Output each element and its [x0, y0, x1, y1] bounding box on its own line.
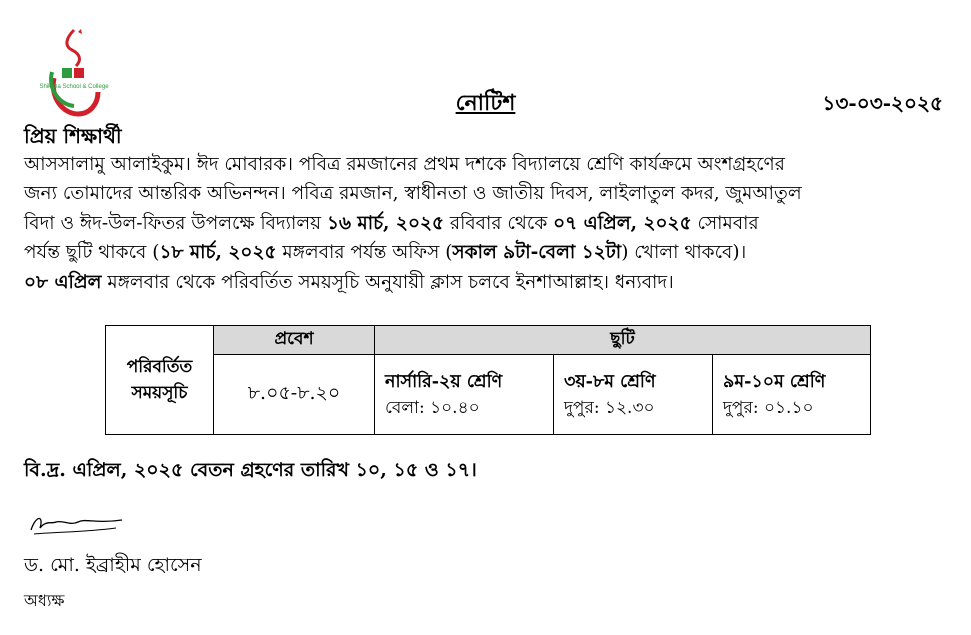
notice-date: ১৩-০৩-২০২৫ — [822, 91, 943, 115]
body-line-3: বিদা ও ঈদ-উল-ফিতর উপলক্ষে বিদ্যালয় ১৬ মার্চ, ২০২৫ রবিবার থেকে ০৭ এপ্রিল, ২০২৫ সোমবার — [24, 212, 759, 234]
body-line-4: পর্যন্ত ছুটি থাকবে (১৮ মার্চ, ২০২৫ মঙ্গলবার পর্যন্ত অফিস (সকাল ৯টা-বেলা ১২টা) খোলা থাকবে)। — [24, 242, 747, 264]
body-line-1: আসসালামু আলাইকুম। ঈদ মোবারক। পবিত্র রমজানের প্রথম দশকে বিদ্যালয়ে শ্রেণি কার্যক্রমে অংশগ্রহণের — [24, 154, 785, 175]
signatory-name: ড. মো. ইব্রাহীম হোসেন — [24, 554, 202, 576]
entry-header: প্রবেশ — [214, 326, 375, 355]
salutation: প্রিয় শিক্ষার্থী — [24, 124, 122, 148]
leave-header: ছুটি — [375, 326, 871, 355]
logo-caption: Shikkha School & College — [39, 84, 109, 90]
signatory-designation: অধ্যক্ষ — [24, 591, 65, 610]
body-line-2: জন্য তোমাদের আন্তরিক অভিনন্দন। পবিত্র রমজান, স্বাধীনতা ও জাতীয় দিবস, লাইলাতুল কদর, জুমআতুল — [24, 183, 802, 205]
class-group-3: ৯ম-১০ম শ্রেণি দুপুর: ০১.১০ — [713, 355, 871, 435]
notice-body — [24, 150, 949, 297]
schedule-row-label: পরিবর্তিত সময়সূচি — [106, 326, 214, 435]
entry-time: ৮.০৫-৮.২০ — [214, 355, 375, 435]
schedule-table — [105, 325, 871, 435]
body-line-5: ০৮ এপ্রিল মঙ্গলবার থেকে পরিবর্তিত সময়সূচি অনুযায়ী ক্লাস চলবে ইনশাআল্লাহ। ধন্যবাদ। — [24, 271, 674, 293]
notice-title: নোটিশ — [455, 90, 516, 116]
class-group-1: নার্সারি-২য় শ্রেণি বেলা: ১০.৪০ — [375, 355, 554, 435]
footnote: বি.দ্র. এপ্রিল, ২০২৫ বেতন গ্রহণের তারিখ ১০, ১৫ ও ১৭। — [24, 459, 477, 481]
class-group-2: ৩য়-৮ম শ্রেণি দুপুর: ১২.৩০ — [554, 355, 713, 435]
signature-icon — [26, 510, 126, 540]
